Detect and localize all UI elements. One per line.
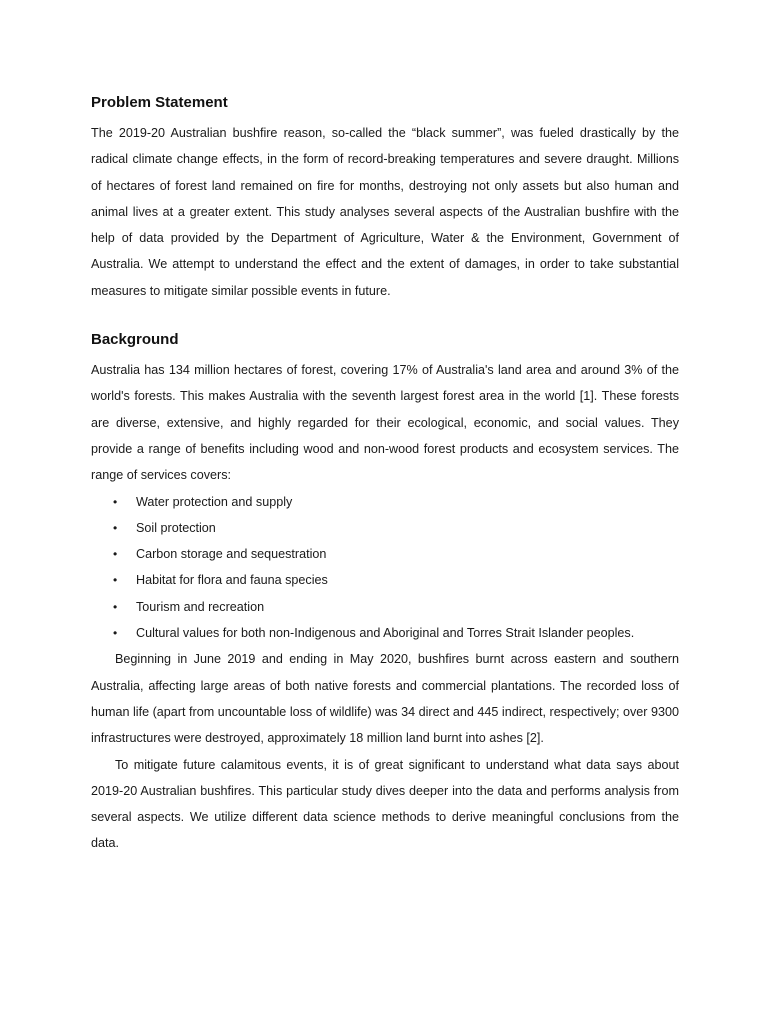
list-item — [91, 541, 679, 567]
background-intro-paragraph: Australia has 134 million hectares of forest, covering 17% of Australia's land area and around 3% of the world's forests. This makes Australia with the seventh largest forest area in the world [1]. These forests are diverse, extensive, and highly regarded for their ecological, economic, and social values. They provide a range of benefits including wood and non-wood forest products and ecosystem services. The range of services covers: — [91, 363, 679, 483]
bullet-icon: • — [113, 573, 118, 588]
list-item — [91, 515, 679, 541]
services-list — [91, 489, 679, 647]
bullet-icon: • — [113, 626, 118, 641]
list-item-text: Cultural values for both non-Indigenous and Aboriginal and Torres Strait Islander peoples. — [136, 626, 635, 641]
problem-statement-paragraph: The 2019-20 Australian bushfire reason, so-called the “black summer”, was fueled drastically by the radical climate change effects, in the form of record-breaking temperatures and severe draught. Millions of hectares of forest land remained on fire for months, destroying not only assets but also human and animal lives at a greater extent. This study analyses several aspects of the Australian bushfire with the help of data provided by the Department of Agriculture, Water & the Environment, Government of Australia. We attempt to understand the effect and the extent of damages, in order to take substantial measures to mitigate similar possible events in future. — [91, 126, 679, 298]
list-item-text: Water protection and supply — [136, 494, 293, 509]
list-item-text: Habitat for flora and fauna species — [136, 573, 328, 588]
list-item — [91, 489, 679, 515]
background-heading: Background — [91, 331, 179, 349]
list-item — [91, 620, 679, 646]
bullet-icon: • — [113, 547, 118, 562]
list-item-text: Soil protection — [136, 520, 216, 535]
bullet-icon: • — [113, 494, 118, 509]
list-item — [91, 594, 679, 620]
document-content — [91, 92, 679, 857]
bullet-icon: • — [113, 599, 118, 614]
list-item-text: Tourism and recreation — [136, 599, 265, 614]
list-item — [91, 567, 679, 593]
problem-statement-heading: Problem Statement — [91, 94, 228, 111]
study-aim-paragraph: To mitigate future calamitous events, it is of great significant to understand what data says about 2019-20 Australian bushfires. This particular study dives deeper into the data and performs analysis from several aspects. We utilize different data science methods to derive meaningful conclusions from the data. — [91, 757, 679, 851]
list-item-text: Carbon storage and sequestration — [136, 547, 327, 562]
bullet-icon: • — [113, 520, 118, 535]
bushfire-impact-paragraph: Beginning in June 2019 and ending in May 2020, bushfires burnt across eastern and southern Australia, affecting large areas of both native forests and commercial plantations. The recorded loss of human life (apart from uncountable loss of wildlife) was 34 direct and 445 indirect, respectively; over 9300 infrastructures were destroyed, approximately 18 million land burnt into ashes [2]. — [91, 652, 680, 746]
